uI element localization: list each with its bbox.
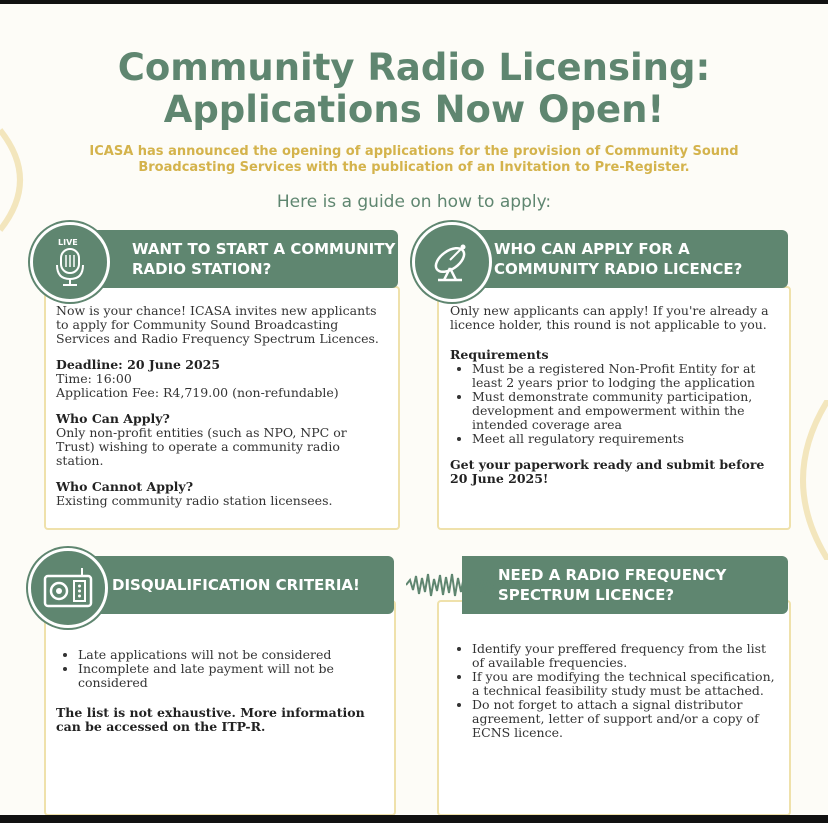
card1-who-cannot-heading: Who Cannot Apply?: [56, 479, 194, 494]
card4-items-list: [450, 642, 780, 740]
sound-wave-icon: [406, 572, 496, 598]
card3-header-band: [62, 556, 394, 614]
card4-header: NEED A RADIO FREQUENCY SPECTRUM LICENCE?: [498, 566, 727, 604]
subtitle: ICASA has announced the opening of applications for the provision of Community Sound Broadcasting Services with the publication of an Invitation to Pre-Register.: [89, 144, 739, 175]
card2-icon-circle: [412, 222, 492, 302]
card1-who-cannot-text: Existing community radio station licensees.: [56, 493, 333, 508]
bottom-border: [0, 815, 828, 823]
guide-heading: Here is a guide on how to apply:: [276, 192, 552, 212]
list-item: • Late applications will not be considered: [78, 648, 386, 662]
card1-header: WANT TO START A COMMUNITY RADIO STATION?: [132, 240, 396, 278]
card2-closing: Get your paperwork ready and submit before 20 June 2025!: [450, 457, 765, 486]
radio-icon: [42, 566, 94, 610]
card3-closing: The list is not exhaustive. More information can be accessed on the ITP-R.: [56, 705, 365, 734]
card3-icon-circle: [28, 548, 108, 628]
satellite-dish-icon: [428, 238, 476, 286]
card2-header-band: [462, 230, 788, 288]
list-item: • If you are modifying the technical specification, a technical feasibility study must be attached.: [472, 670, 780, 698]
decorative-swoosh-left: [0, 120, 60, 240]
card1-intro: Now is your chance! ICASA invites new applicants to apply for Community Sound Broadcasting Services and Radio Frequency Spectrum Licences.: [56, 303, 379, 346]
card1-fee: Application Fee: R4,719.00 (non-refundable): [56, 385, 339, 400]
list-item: • Do not forget to attach a signal distributor agreement, letter of support and/or a copy of ECNS licence.: [472, 698, 780, 740]
card3-body: [56, 648, 386, 734]
list-item: • Identify your preffered frequency from the list of available frequencies.: [472, 642, 780, 670]
list-item: • Meet all regulatory requirements: [472, 432, 780, 446]
card2-requirements-list: [450, 362, 780, 446]
top-border: [0, 0, 828, 4]
card3-header: DISQUALIFICATION CRITERIA!: [112, 576, 360, 594]
microphone-icon: [48, 235, 92, 289]
card1-who-can-text: Only non-profit entities (such as NPO, NPC or Trust) wishing to operate a community radio station.: [56, 425, 347, 468]
page-title-line1: Community Radio Licensing:: [117, 46, 711, 89]
card1-who-can-heading: Who Can Apply?: [56, 411, 170, 426]
card1-body: [56, 304, 386, 508]
list-item: • Must demonstrate community participation, development and empowerment within the intended coverage area: [472, 390, 780, 432]
card4-header-band: [462, 556, 788, 614]
card1-header-band: [62, 230, 398, 288]
card1-time: Time: 16:00: [56, 371, 132, 386]
card2-header: WHO CAN APPLY FOR A COMMUNITY RADIO LICENCE?: [494, 240, 743, 278]
card4-body: [450, 642, 780, 740]
card2-intro: Only new applicants can apply! If you're already a licence holder, this round is not applicable to you.: [450, 303, 769, 332]
card2-body: [450, 304, 780, 486]
page-title-line2: Applications Now Open!: [163, 88, 665, 131]
card1-deadline: Deadline: 20 June 2025: [56, 357, 221, 372]
list-item: • Incomplete and late payment will not be considered: [78, 662, 386, 690]
card1-icon-circle: [30, 222, 110, 302]
live-label: LIVE: [58, 238, 78, 247]
card2-req-heading: Requirements: [450, 347, 549, 362]
list-item: • Must be a registered Non-Profit Entity for at least 2 years prior to lodging the application: [472, 362, 780, 390]
card3-items-list: [56, 648, 386, 690]
